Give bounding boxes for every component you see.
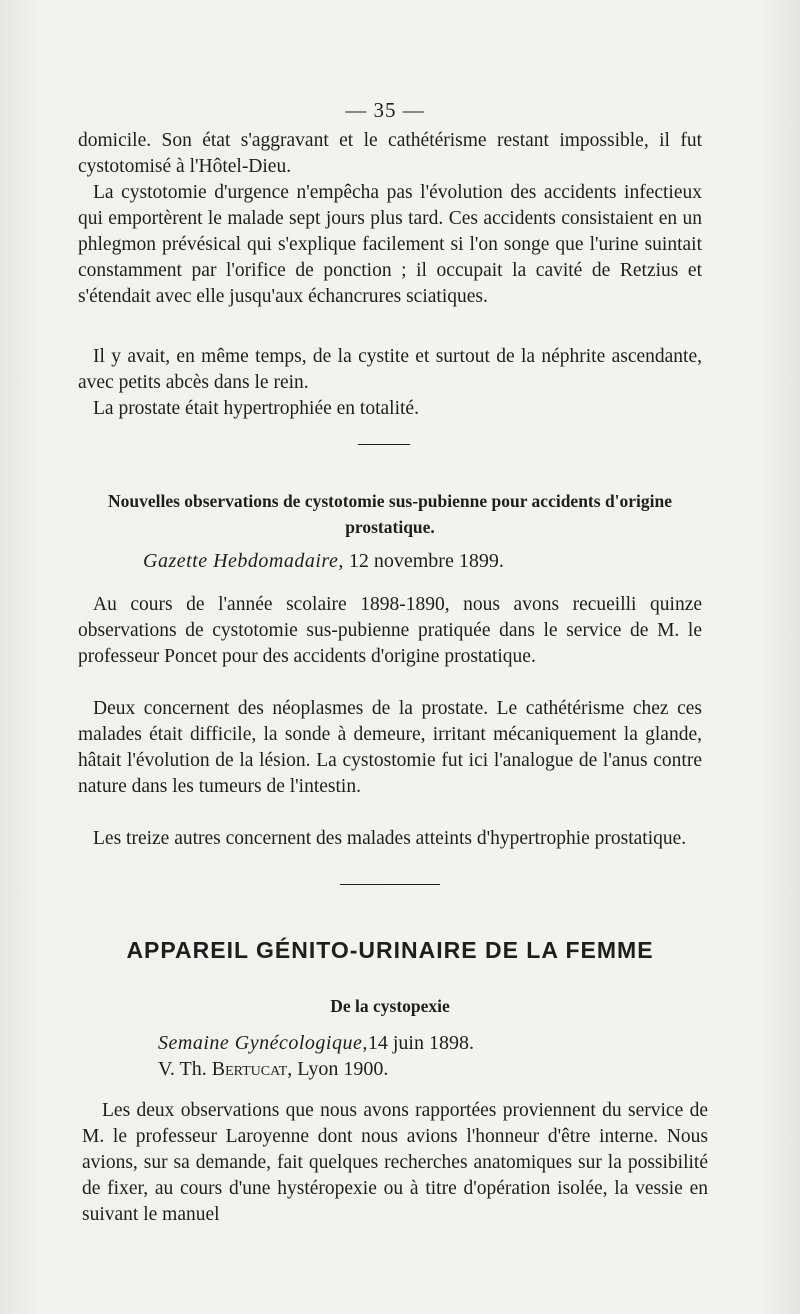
citation-1 bbox=[158, 1030, 474, 1056]
article-paragraph-2: Deux concernent des néoplasmes de la prostate. Le cathétérisme chez ces malades était difficile, la sonde à demeure, irritant mécaniquement la glande, hâtait l'évolution de la lésion. La cystostomie fut ici l'analogue de l'anus contre nature dans les tumeurs de l'intestin. bbox=[78, 698, 702, 797]
section-paragraph-1: Les deux observations que nous avons rapportées proviennent du service de M. le professeur Laroyenne dont nous avions l'honneur d'être interne. Nous avions, sur sa demande, fait quelques recherches anatomiques sur la possibilité de fixer, au cours d'une hystéropexie ou à titre d'opération isolée, la vessie en suivant le manuel bbox=[82, 1100, 708, 1225]
page-number: — 35 — bbox=[345, 98, 425, 122]
article-source bbox=[143, 548, 504, 574]
divider-rule-1 bbox=[358, 444, 410, 445]
article-paragraph-1: Au cours de l'année scolaire 1898-1890, nous avons recueilli quinze observations de cystotomie sus-pubienne pratiquée dans le service de M. le professeur Poncet pour des accidents d'origine prostatique. bbox=[78, 594, 702, 667]
divider-rule-2 bbox=[340, 884, 440, 885]
source-date: 12 novembre 1899. bbox=[343, 550, 504, 572]
citation-date: 14 juin 1898. bbox=[367, 1032, 474, 1054]
source-journal: Gazette Hebdomadaire, bbox=[143, 550, 344, 572]
section-title: APPAREIL GÉNITO-URINAIRE DE LA FEMME bbox=[126, 937, 654, 963]
citation-suffix: , Lyon 1900. bbox=[287, 1058, 389, 1080]
section-subtitle: De la cystopexie bbox=[330, 996, 450, 1016]
article-paragraph-3: Les treize autres concernent des malades atteints d'hypertrophie prostatique. bbox=[93, 828, 687, 849]
citation-2 bbox=[158, 1056, 388, 1082]
intro-paragraph-1: domicile. Son état s'aggravant et le cathétérisme restant impossible, il fut cystotomisé à l'Hôtel-Dieu. bbox=[78, 130, 702, 177]
article-title: Nouvelles observations de cystotomie sus-pubienne pour accidents d'origine prostatique. bbox=[107, 491, 673, 537]
citation-prefix: V. Th. bbox=[158, 1058, 212, 1080]
citation-author: Bertucat bbox=[211, 1058, 288, 1080]
intro-paragraph-4: La prostate était hypertrophiée en totalité. bbox=[93, 398, 419, 419]
citation-journal: Semaine Gynécologique, bbox=[158, 1032, 368, 1054]
intro-paragraph-3: Il y avait, en même temps, de la cystite et surtout de la néphrite ascendante, avec petits abcès dans le rein. bbox=[78, 346, 702, 393]
intro-paragraph-2: La cystotomie d'urgence n'empêcha pas l'évolution des accidents infectieux qui emportèrent le malade sept jours plus tard. Ces accidents consistaient en un phlegmon prévésical qui s'explique facilement si l'on songe que l'urine suintait constamment par l'orifice de ponction ; il occupait la cavité de Retzius et s'étendait avec elle jusqu'aux échancrures sciatiques. bbox=[78, 182, 702, 307]
